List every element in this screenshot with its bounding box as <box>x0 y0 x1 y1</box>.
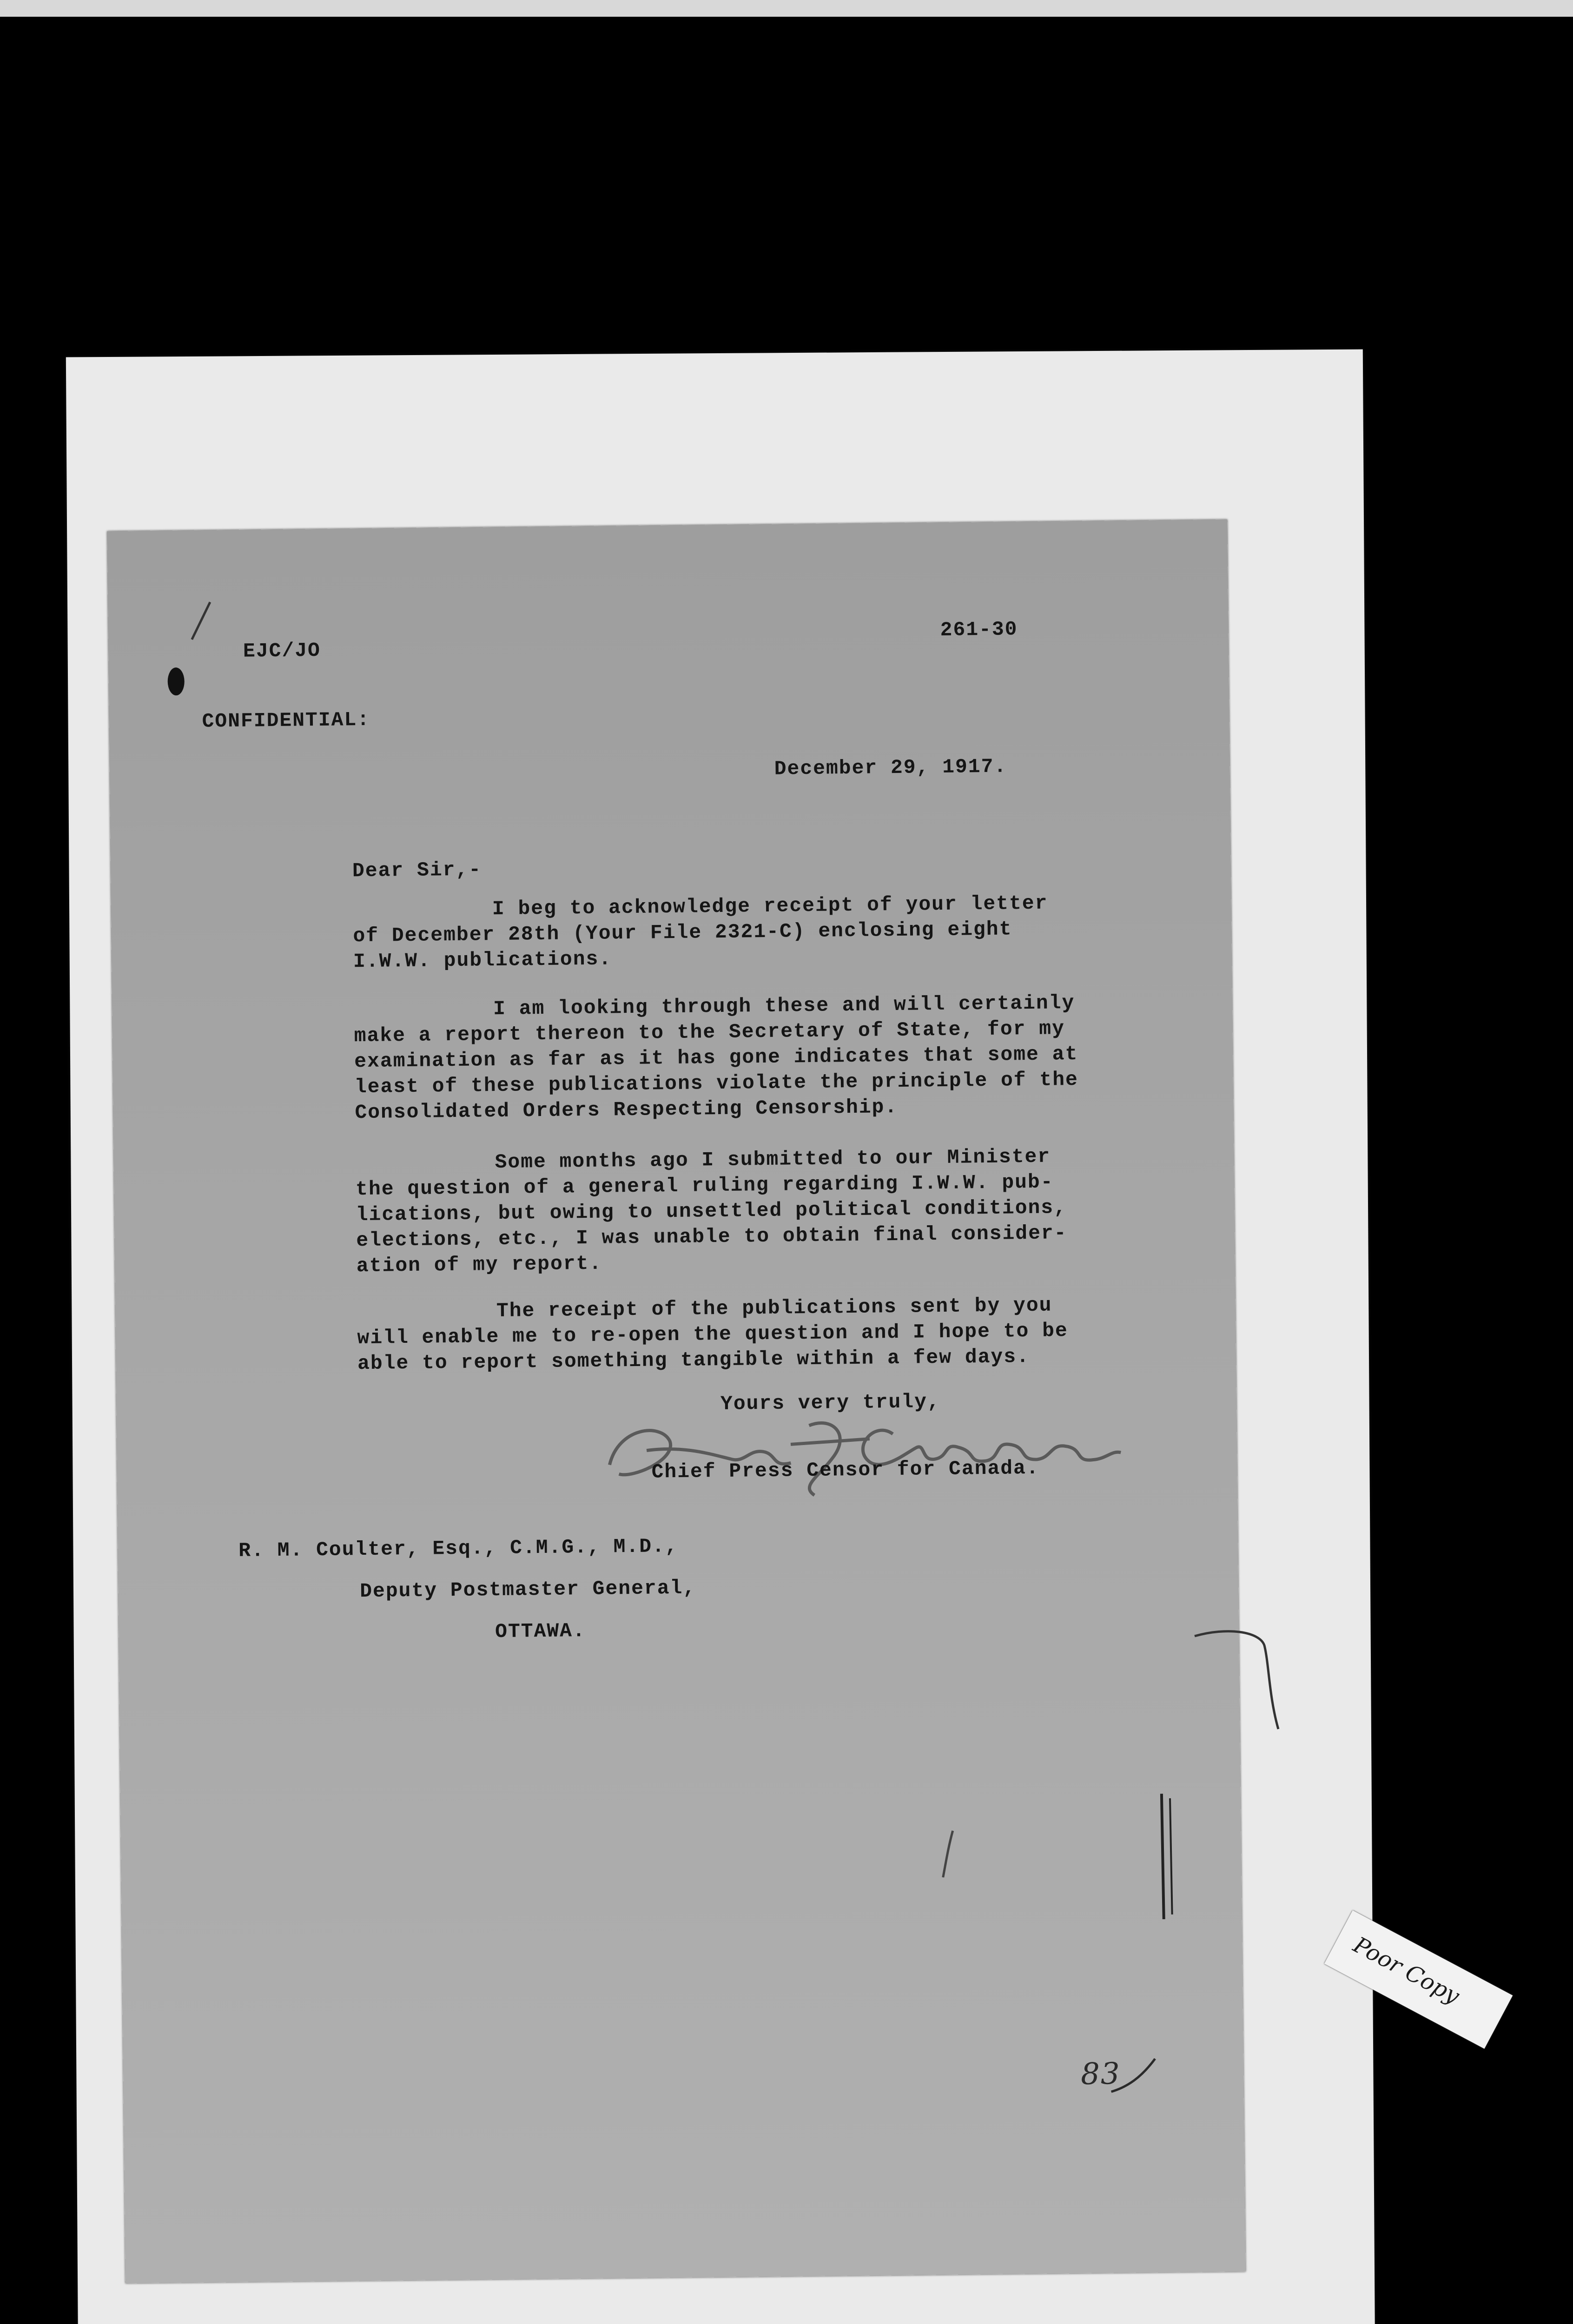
addressee-city: OTTAWA. <box>495 1619 586 1644</box>
paragraph-2-line: Consolidated Orders Respecting Censorship. <box>355 1095 898 1124</box>
salutation: Dear Sir,- <box>352 858 482 883</box>
signature-text: Ernest J. Chambers <box>590 1409 595 1410</box>
paragraph-4-line: The receipt of the publications sent by you <box>496 1294 1052 1323</box>
handwritten-page-number: 83 <box>1080 2057 1121 2092</box>
paragraph-2-line: I am looking through these and will certainly <box>493 991 1075 1021</box>
pencil-curl-mark <box>1190 1627 1283 1734</box>
paragraph-1-line: I.W.W. publications. <box>353 947 612 973</box>
paragraph-3-line: lications, but owing to unsettled political conditions, <box>356 1196 1067 1227</box>
ink-blot <box>164 665 188 698</box>
film-top-strip <box>0 0 1573 17</box>
paragraph-1-line: I beg to acknowledge receipt of your letter <box>492 891 1048 921</box>
paragraph-3-line: elections, etc., I was unable to obtain final consider- <box>356 1221 1067 1252</box>
margin-bracket-mark <box>1157 1794 1177 1924</box>
addressee-name: R. M. Coulter, Esq., C.M.G., M.D., <box>238 1534 678 1562</box>
paragraph-3-line: the question of a general ruling regarding I.W.W. pub- <box>355 1170 1054 1201</box>
poor-copy-text: Poor Copy <box>1349 1932 1464 2009</box>
paragraph-2-line: examination as far as it has gone indicates that some at <box>354 1042 1078 1073</box>
paragraph-4-line: able to report something tangible within a few days. <box>357 1345 1030 1375</box>
closing-line: Yours very truly, <box>720 1390 940 1416</box>
page-number-tick <box>1109 2054 1160 2096</box>
reference-initials: EJC/JO <box>243 639 321 663</box>
paragraph-1-line: of December 28th (Your File 2321-C) enclosing eight <box>353 918 1012 948</box>
paragraph-3-line: Some months ago I submitted to our Minister <box>495 1145 1051 1174</box>
handwritten-signature <box>590 1404 1126 1502</box>
paragraph-2-line: least of these publications violate the principle of the <box>354 1068 1079 1099</box>
letter-date: December 29, 1917. <box>774 755 1007 780</box>
pencil-stroke-mark <box>939 1829 958 1880</box>
addressee-title: Deputy Postmaster General, <box>359 1576 696 1603</box>
paragraph-4-line: will enable me to re-open the question and I hope to be <box>357 1319 1068 1350</box>
signer-title: Chief Press Censor for Canada. <box>651 1456 1039 1484</box>
pencil-tick-mark <box>187 600 215 642</box>
file-reference: 261-30 <box>940 618 1018 641</box>
letter-page <box>107 519 1245 2283</box>
confidential-heading: CONFIDENTIAL: <box>202 708 370 733</box>
paragraph-3-line: ation of my report. <box>356 1252 602 1278</box>
paragraph-2-line: make a report thereon to the Secretary of State, for my <box>354 1017 1065 1048</box>
